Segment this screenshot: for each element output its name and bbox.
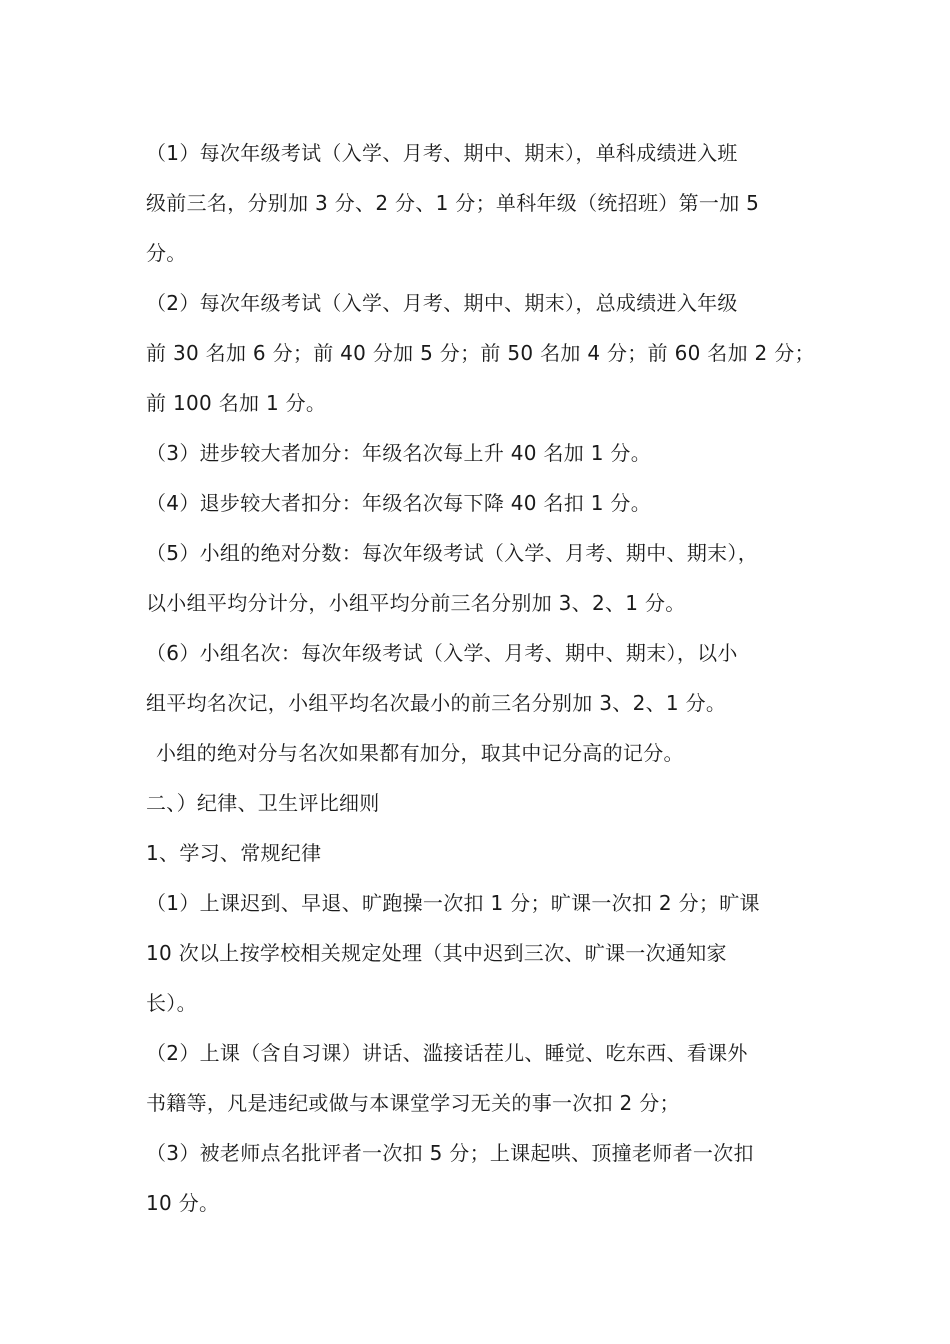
rule-3 bbox=[146, 1128, 816, 1228]
text-line: （6）小组名次：每次年级考试（入学、月考、期中、期末），以小 bbox=[146, 641, 738, 665]
paragraph-1 bbox=[146, 128, 816, 278]
paragraph-4 bbox=[146, 478, 816, 528]
text-line: 前 30 名加 6 分；前 40 分加 5 分；前 50 名加 4 分；前 60 名加 2 分； bbox=[146, 341, 815, 365]
paragraph-7 bbox=[146, 728, 816, 778]
text-line: （3）进步较大者加分：年级名次每上升 40 名加 1 分。 bbox=[146, 441, 652, 465]
heading-text: 二、）纪律、卫生评比细则 bbox=[146, 791, 380, 815]
text-line: 10 分。 bbox=[146, 1191, 220, 1215]
text-line: 前 100 名加 1 分。 bbox=[146, 391, 327, 415]
text-line: 分。 bbox=[146, 241, 187, 265]
rule-1 bbox=[146, 878, 816, 1028]
text-line: （5）小组的绝对分数：每次年级考试（入学、月考、期中、期末）， bbox=[146, 541, 759, 565]
text-line: （1）上课迟到、早退、旷跑操一次扣 1 分；旷课一次扣 2 分；旷课 bbox=[146, 891, 760, 915]
text-line: 长）。 bbox=[146, 991, 197, 1015]
text-line: （4）退步较大者扣分：年级名次每下降 40 名扣 1 分。 bbox=[146, 491, 652, 515]
text-line: （3）被老师点名批评者一次扣 5 分；上课起哄、顶撞老师者一次扣 bbox=[146, 1141, 754, 1165]
text-line: （2）上课（含自习课）讲话、滥接话茬儿、睡觉、吃东西、看课外 bbox=[146, 1041, 748, 1065]
paragraph-5 bbox=[146, 528, 816, 628]
text-line: 组平均名次记，小组平均名次最小的前三名分别加 3、2、1 分。 bbox=[146, 691, 727, 715]
paragraph-3 bbox=[146, 428, 816, 478]
document-body bbox=[146, 128, 816, 1228]
text-line: （1）每次年级考试（入学、月考、期中、期末），单科成绩进入班 bbox=[146, 141, 738, 165]
paragraph-6 bbox=[146, 628, 816, 728]
text-line: （2）每次年级考试（入学、月考、期中、期末），总成绩进入年级 bbox=[146, 291, 738, 315]
text-line: 小组的绝对分与名次如果都有加分，取其中记分高的记分。 bbox=[156, 741, 684, 765]
text-line: 级前三名，分别加 3 分、2 分、1 分；单科年级（统招班）第一加 5 bbox=[146, 191, 760, 215]
heading-text: 1、学习、常规纪律 bbox=[146, 841, 322, 865]
section-heading bbox=[146, 778, 816, 828]
subsection-heading bbox=[146, 828, 816, 878]
text-line: 10 次以上按学校相关规定处理（其中迟到三次、旷课一次通知家 bbox=[146, 941, 727, 965]
text-line: 书籍等，凡是违纪或做与本课堂学习无关的事一次扣 2 分； bbox=[146, 1091, 680, 1115]
paragraph-2 bbox=[146, 278, 816, 428]
text-line: 以小组平均分计分，小组平均分前三名分别加 3、2、1 分。 bbox=[146, 591, 686, 615]
rule-2 bbox=[146, 1028, 816, 1128]
